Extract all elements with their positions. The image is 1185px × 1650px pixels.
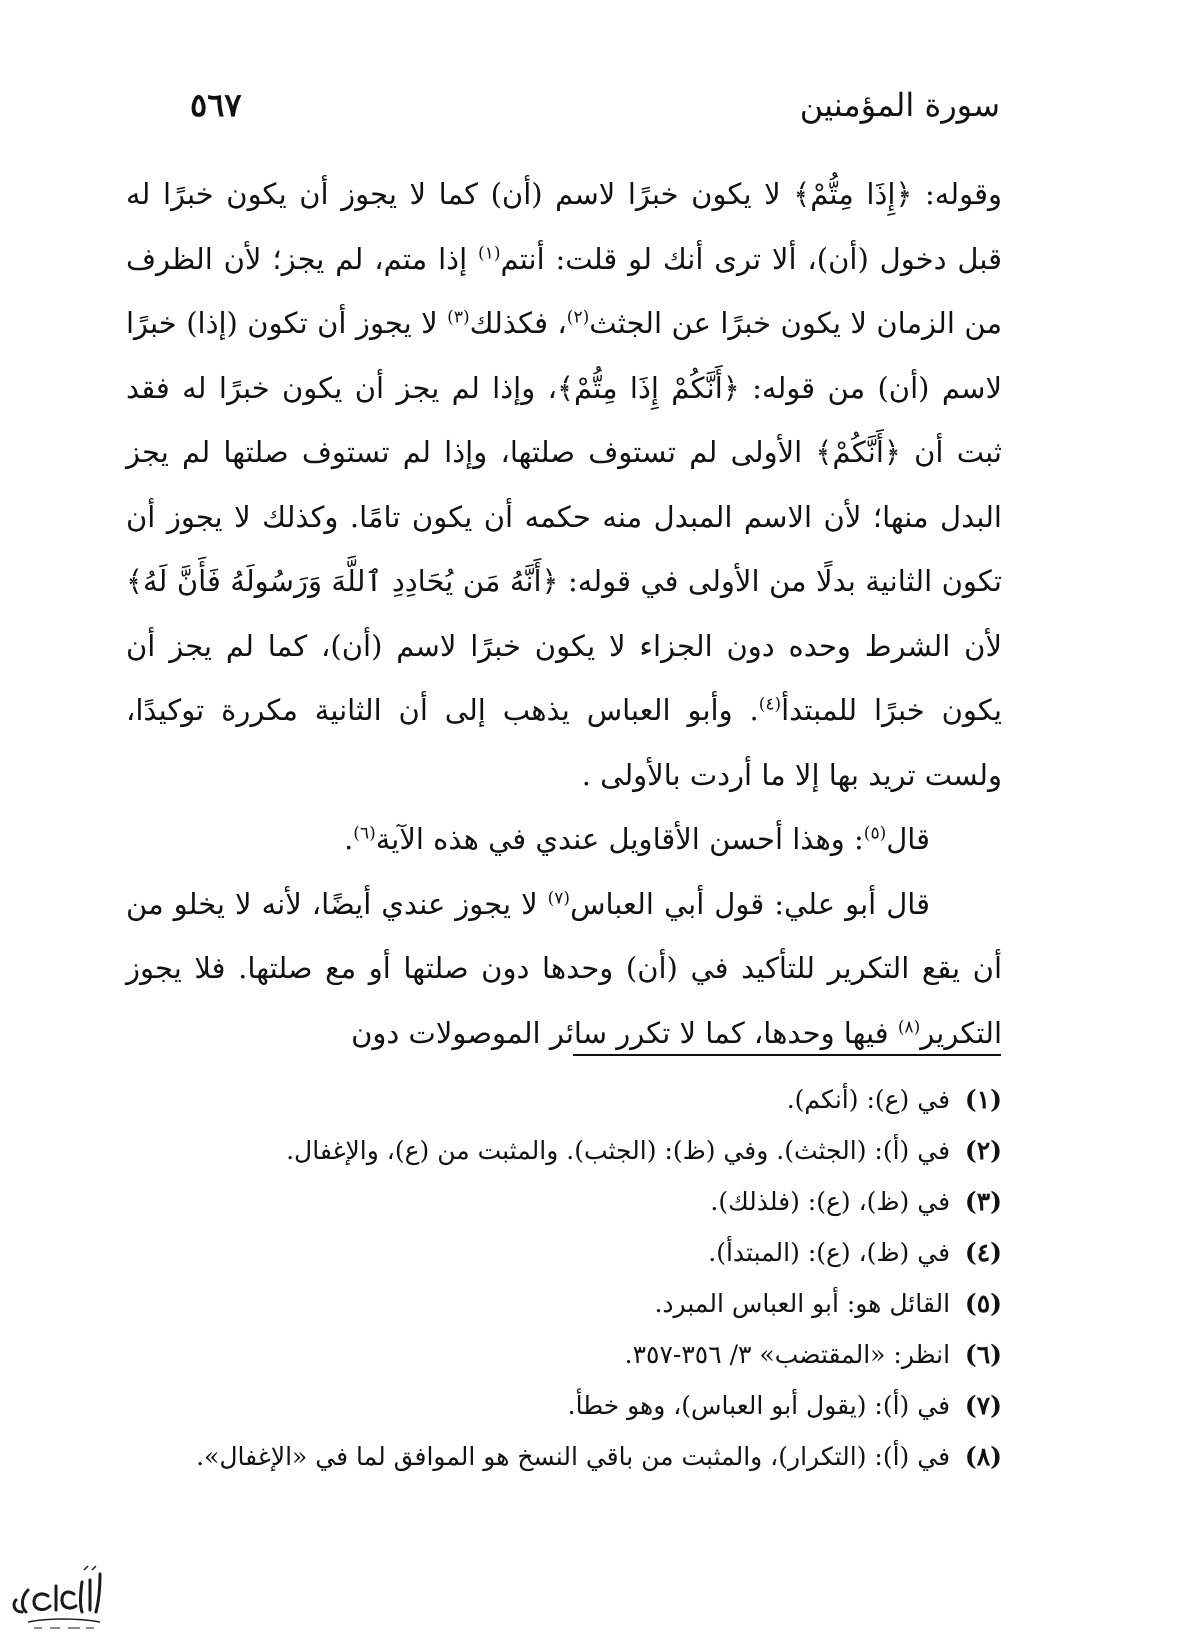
footnote-item xyxy=(126,1074,1002,1125)
footnote-number: (١) xyxy=(964,1085,1002,1114)
paragraph-3 xyxy=(126,872,1002,1066)
text-segment: قال xyxy=(886,822,930,856)
page-header xyxy=(190,86,1000,134)
footnote-marker-3: (٣) xyxy=(447,307,470,328)
footnote-number: (٣) xyxy=(964,1187,1002,1216)
text-segment: فيها وحدها، كما لا تكرر سائر الموصولات دون xyxy=(351,1015,898,1050)
footnote-item xyxy=(126,1176,1002,1227)
page-number: ٥٦٧ xyxy=(190,86,242,124)
footnote-number: (٦) xyxy=(964,1340,1002,1369)
paragraph-1 xyxy=(126,162,1002,807)
footnote-marker-5: (٥) xyxy=(863,823,887,844)
footnote-item xyxy=(126,1380,1002,1431)
footnote-text: في (ع): (أنكم). xyxy=(786,1085,951,1114)
text-segment: لا يجوز عندي أيضًا، لأنه لا يخلو من أن يقع التكرير للتأكيد في (أن) وحدها دون صلتها أو مع صلتها. فلا يجوز التكرير xyxy=(126,886,1002,1050)
footnote-divider xyxy=(573,1054,1001,1056)
footnote-marker-8: (٨) xyxy=(897,1016,921,1037)
footnote-text: انظر: «المقتضب» ٣/ ٣٥٦-٣٥٧. xyxy=(624,1340,951,1369)
paragraph-2 xyxy=(126,807,1002,872)
footnote-number: (٨) xyxy=(964,1442,1002,1471)
text-segment: إذا متم، لم يجز؛ لأن الظرف من الزمان لا يكون خبرًا عن الجثث xyxy=(126,241,1002,340)
text-segment: . xyxy=(344,822,354,856)
footnote-text: في (أ): (التكرار)، والمثبت من باقي النسخ هو الموافق لما في «الإغفال». xyxy=(196,1442,951,1471)
publisher-logo-icon xyxy=(8,1560,108,1635)
footnote-number: (٤) xyxy=(964,1238,1002,1267)
footnote-number: (٧) xyxy=(964,1391,1002,1420)
text-segment: . وأبو العباس يذهب إلى أن الثانية مكررة توكيدًا، ولست تريد بها إلا ما أردت بالأولى . xyxy=(126,693,1002,792)
footnote-item xyxy=(126,1431,1002,1482)
surah-title: سورة المؤمنين xyxy=(799,86,1000,124)
text-segment: لا يجوز أن تكون (إذا) خبرًا لاسم (أن) من قوله: ﴿أَنَّكُمْ إِذَا مِتُّمْ﴾، وإذا لم يجز أن يكون خبرًا له فقد ثبت أن ﴿أَنَّكُمْ﴾ الأولى لم تستوف صلتها، وإذا لم تستوف صلتها لم يجز البدل منها؛ لأن الاسم المبدل منه حكمه أن يكون تامًا. وكذلك لا يجوز أن تكون الثانية بدلًا من الأولى في قوله: ﴿أَنَّهُ مَن يُحَادِدِ ٱللَّهَ وَرَسُولَهُ فَأَنَّ لَهُ﴾ لأن الشرط وحده دون الجزاء لا يكون خبرًا لاسم (أن)، كما لم يجز أن يكون خبرًا للمبتدأ xyxy=(126,306,1002,727)
footnote-marker-2: (٢) xyxy=(566,307,590,328)
footnote-marker-6: (٦) xyxy=(353,823,376,844)
footnote-item xyxy=(126,1278,1002,1329)
footnote-marker-4: (٤) xyxy=(758,694,782,715)
text-segment: ، فكذلك xyxy=(469,306,567,340)
footnote-number: (٥) xyxy=(964,1289,1002,1318)
footnote-text: في (ظ)، (ع): (المبتدأ). xyxy=(708,1238,951,1267)
footnote-marker-7: (٧) xyxy=(547,887,571,908)
footnote-text: في (أ): (الجثث). وفي (ظ): (الجثب). والمثبت من (ع)، والإغفال. xyxy=(286,1136,951,1165)
footnote-text: القائل هو: أبو العباس المبرد. xyxy=(654,1289,951,1318)
footnotes-list xyxy=(126,1074,1002,1482)
main-text xyxy=(126,162,1002,1065)
footnote-marker-1: (١) xyxy=(478,242,501,263)
footnote-item xyxy=(126,1227,1002,1278)
footnote-text: في (ظ)، (ع): (فلذلك). xyxy=(710,1187,951,1216)
text-segment: : وهذا أحسن الأقاويل عندي في هذه الآية xyxy=(375,822,864,856)
footnote-number: (٢) xyxy=(964,1136,1002,1165)
footnote-text: في (أ): (يقول أبو العباس)، وهو خطأ. xyxy=(567,1391,951,1420)
footnote-item xyxy=(126,1329,1002,1380)
text-segment: وقوله: ﴿إِذَا مِتُّمْ﴾ لا يكون خبرًا لاسم (أن) كما لا يجوز أن يكون خبرًا له قبل دخول (أن)، ألا ترى أنك لو قلت: أنتم xyxy=(126,177,1003,276)
text-segment: قال أبو علي: قول أبي العباس xyxy=(570,886,930,921)
footnote-item xyxy=(126,1125,1002,1176)
